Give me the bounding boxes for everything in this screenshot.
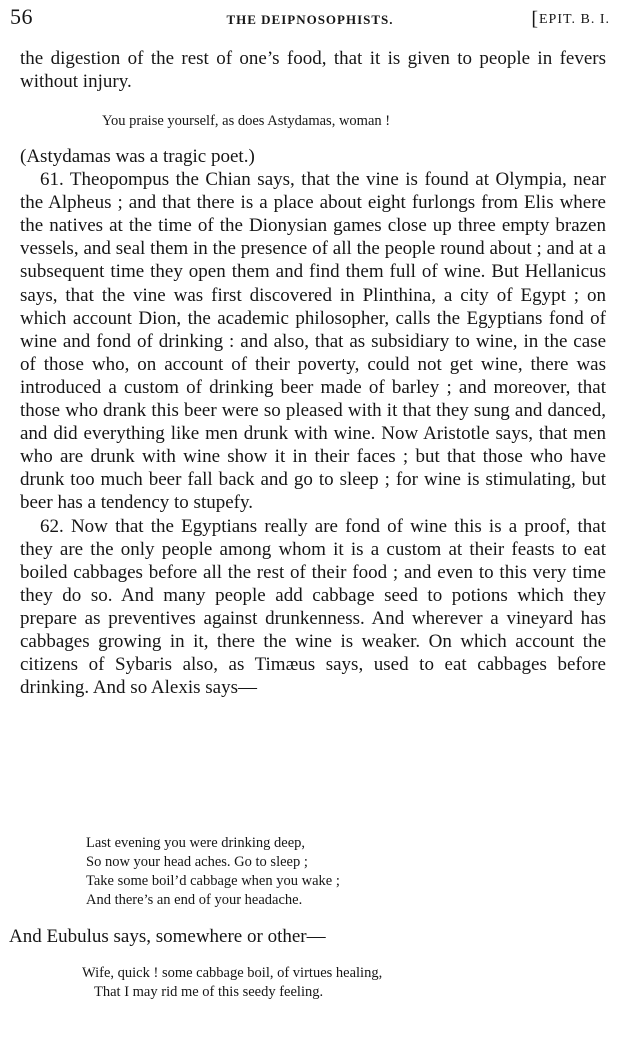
page-number: 56 xyxy=(10,4,33,29)
main-text xyxy=(20,145,606,699)
eubulus-intro-paragraph xyxy=(9,925,595,948)
eubulus-verse xyxy=(82,964,382,1002)
section-reference xyxy=(531,8,610,31)
opening-text: the digestion of the rest of one’s food, that it is given to people in fevers without injury. xyxy=(20,48,606,93)
section-reference-text: EPIT. B. I. xyxy=(538,12,610,27)
section-61-paragraph: 61. Theopompus the Chian says, that the vine is found at Olympia, near the Alpheus ; and that there is a place about eight furlongs from Elis where the natives at the time of the Dionysian games close up three empty brazen vessels, and seal them in the presence of all the people round about ; and at a subsequent time they open them and find them full of wine. But Hellanicus says, that the vine was first discovered in Plinthina, a city of Egypt ; on which account Dion, the academic philosopher, calls the Egyptians fond of wine and fond of drinking : and also, that as subsidiary to wine, in the case of those who, on account of their poverty, could not get wine, there was introduced a custom of drinking beer made of barley ; and moreover, that those who drank this beer were so pleased with it that they sung and danced, and did everything like men drunk with wine. Now Aristotle says, that men who are drunk with wine show it in their faces ; but that those who have drunk too much beer fall back and go to sleep ; for wine is stimulating, but beer has a tendency to stupefy. xyxy=(20,169,606,514)
verse-line: Wife, quick ! some cabbage boil, of virtues healing, xyxy=(82,965,383,981)
verse-line: Take some boil’d cabbage when you wake ; xyxy=(86,873,340,889)
astydamas-quote xyxy=(102,112,390,131)
running-title: THE DEIPNOSOPHISTS. xyxy=(226,12,394,27)
verse-line: So now your head aches. Go to sleep ; xyxy=(86,854,308,870)
verse-line: And there’s an end of your headache. xyxy=(86,892,303,908)
eubulus-intro: And Eubulus says, somewhere or other— xyxy=(9,926,326,947)
alexis-verse xyxy=(86,834,340,910)
verse-line: That I may rid me of this seedy feeling. xyxy=(94,984,324,1000)
verse-line: Last evening you were drinking deep, xyxy=(86,835,306,851)
quote-line: You praise yourself, as does Astydamas, woman ! xyxy=(102,113,391,129)
page-header xyxy=(10,4,610,34)
opening-paragraph xyxy=(20,47,606,93)
astydamas-note: (Astydamas was a tragic poet.) xyxy=(20,146,255,167)
opening-bracket: [ xyxy=(531,8,539,30)
section-62-paragraph: 62. Now that the Egyptians really are fond of wine this is a proof, that they are the only people among whom it is a custom at their feasts to eat boiled cabbages before all the rest of their food ; and even to this very time they do so. And many people add cabbage seed to potions which they prepare as preventives against drunkenness. And wherever a vineyard has cabbages growing in it, there the wine is weaker. On which account the citizens of Sybaris also, as Timæus says, used to eat cabbages before drinking. And so Alexis says— xyxy=(20,515,606,699)
